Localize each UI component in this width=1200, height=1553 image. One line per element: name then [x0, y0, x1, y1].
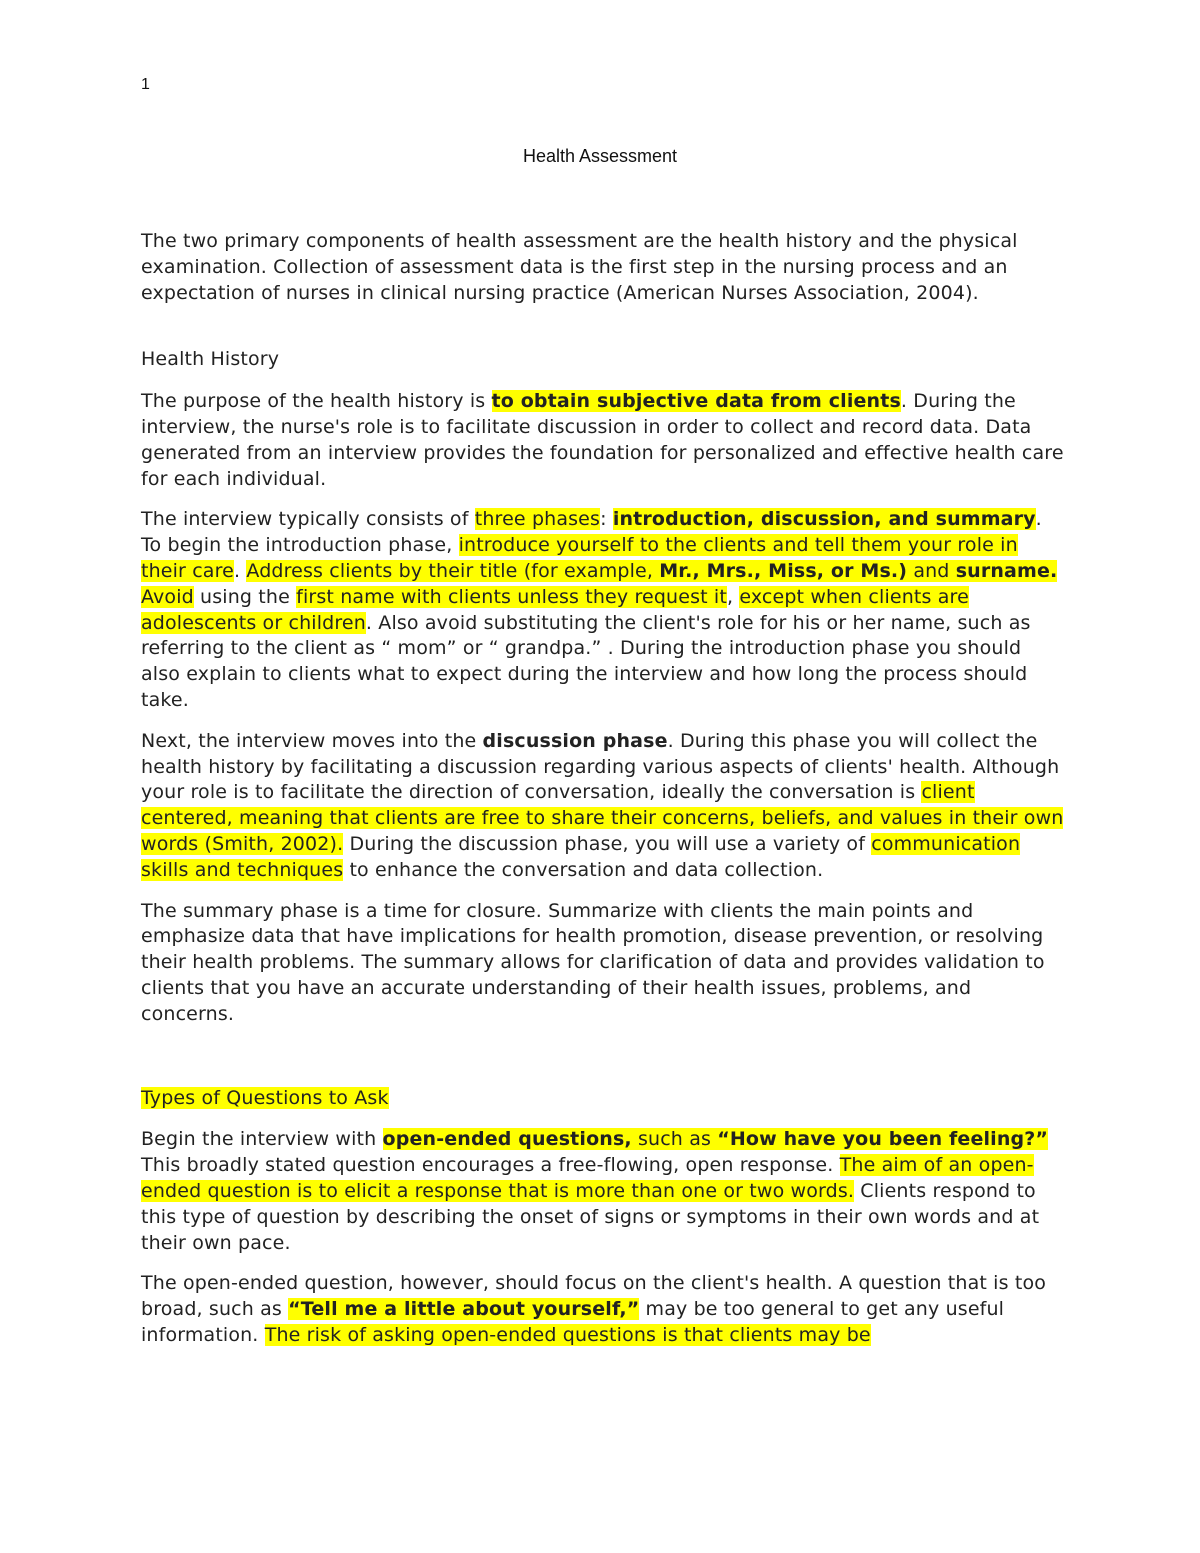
text-run: . Also avoid substituting the client's role for his or her name, such as referring to the client as “ mom” or “ grandpa.” . During the introduction phase you should also explain to clients what to expect during the interview and how long the process should take. [141, 611, 1031, 711]
highlight-run: first name with clients unless they request it [296, 585, 727, 608]
highlight-run: and [907, 559, 956, 582]
text-run: . During this phase you will collect the health history by facilitating a discussion regarding various aspects of clients' health. Although your role is to facilitate the direction of conversation, ideally the conversation is [141, 729, 1060, 804]
health-history-paragraph-discussion [141, 729, 1066, 884]
highlight-run: discussion [760, 508, 875, 531]
bold-run: discussion phase [482, 729, 668, 752]
highlight-run: introduce yourself to the clients and tell them your role in their care [141, 534, 1018, 582]
text-run: During the discussion phase, you will use a variety of [343, 832, 872, 855]
text-run: The interview typically consists of [141, 508, 475, 531]
text-run: The open-ended question, however, should focus on the client's health. A question that is too broad, such as [141, 1272, 1046, 1321]
highlight-run: except when clients are adolescents or children [141, 585, 969, 634]
highlight-run: Types of Questions to Ask [141, 1086, 389, 1109]
highlight-run: such as [631, 1128, 718, 1151]
highlight-run: Avoid [141, 585, 194, 608]
highlight-run: Address clients by their title (for example, [246, 559, 660, 582]
health-history-paragraph-summary: The summary phase is a time for closure. Summarize with clients the main points and emphasize data that have implications for health promotion, disease prevention, or resolving their health problems. The summary allows for clarification of data and provides validation to clients that you have an accurate understanding of their health issues, problems, and concerns. [141, 899, 1045, 1025]
intro-paragraph: The two primary components of health assessment are the health history and the physical examination. Collection of assessment data is the first step in the nursing process and an expectation of nurses in clinical nursing practice (American Nurses Association, 2004). [141, 230, 1018, 304]
highlight-run: introduction [612, 508, 747, 531]
text-run: The purpose of the health history is [141, 390, 492, 413]
highlight-run: , and summary [874, 508, 1036, 531]
health-history-paragraph-purpose [141, 389, 1066, 492]
text-run: : [600, 508, 613, 531]
text-run: using the [193, 585, 297, 608]
highlight-run: surname. [955, 559, 1058, 582]
document-title: Health Assessment [522, 146, 678, 166]
text-run: Next, the interview moves into the [141, 729, 483, 752]
text-run: . To begin the introduction phase, [141, 508, 1042, 557]
highlight-run: “Tell me a little about yourself,” [288, 1298, 640, 1321]
types-paragraph-open-ended [141, 1127, 1066, 1256]
text-run: . [233, 559, 247, 582]
highlight-run: communication skills and techniques [141, 832, 1021, 881]
section-heading-types-of-questions [141, 1086, 1066, 1112]
highlight-run: open-ended questions, [382, 1128, 632, 1151]
highlight-run: client centered, meaning that clients are free to share their concerns, beliefs, and values in their own words (Smith, 2002). [141, 781, 1064, 855]
section-heading-health-history: Health History [141, 348, 280, 371]
highlight-run: The risk of asking open-ended questions is that clients may be [264, 1323, 871, 1346]
highlight-run: The aim of an open-ended question is to elicit a response that is more than one or two words. [141, 1154, 1034, 1202]
highlight-run: three phases [474, 508, 601, 531]
document-body [141, 229, 1066, 1364]
highlight-run: to obtain subjective data from clients [491, 390, 901, 413]
text-run: Clients respond to this type of question by describing the onset of signs or symptoms in their own words and at their own pace. [141, 1179, 1040, 1254]
page-number: 1 [141, 76, 150, 93]
types-paragraph-focus [141, 1271, 1066, 1348]
text-run: Begin the interview with [141, 1128, 383, 1151]
text-run: to enhance the conversation and data collection. [343, 858, 824, 881]
text-run: This broadly stated question encourages a free-flowing, open response. [141, 1154, 840, 1177]
highlight-run: “How have you been feeling?” [717, 1128, 1049, 1151]
text-run: , [726, 585, 740, 608]
text-run: may be too general to get any useful information. [141, 1298, 1005, 1346]
highlight-run: Mr., Mrs., Miss, or Ms.) [659, 559, 908, 582]
text-run: . During the interview, the nurse's role is to facilitate discussion in order to collect and record data. Data generated from an interview provides the foundation for personalized and effective health care for each individual. [141, 390, 1064, 490]
health-history-paragraph-phases [141, 507, 1066, 713]
highlight-run: , [746, 508, 761, 531]
